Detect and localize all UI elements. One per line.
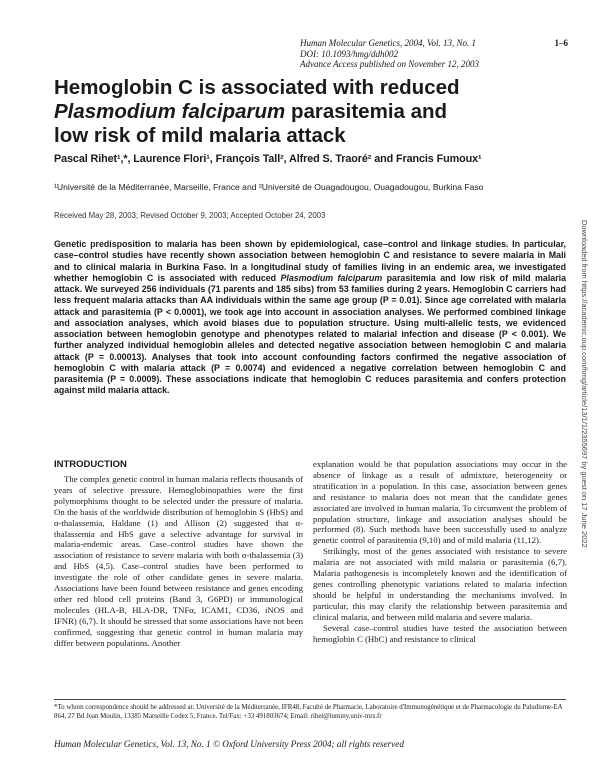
text-column-right (313, 459, 567, 644)
journal-header (300, 38, 568, 70)
footnote-divider (54, 699, 566, 700)
journal-citation: Human Molecular Genetics, 2004, Vol. 13, No. 1 (300, 38, 476, 48)
author-list: Pascal Rihet¹,*, Laurence Flori¹, François Tall², Alfred S. Traoré² and Francis Fumoux¹ (54, 153, 482, 165)
title-line-3: low risk of mild malaria attack (54, 124, 346, 147)
abstract-species: Plasmodium falciparum (280, 272, 383, 283)
page-footer: Human Molecular Genetics, Vol. 13, No. 1 © Oxford University Press 2004; all rights reserved (54, 739, 404, 749)
intro-paragraph: The complex genetic control in human malaria reflects thousands of years of selective pressure. Hemoglobinopathies were the first polymorphisms thought to be selected under the pressure of malaria. On the basis of the worldwide distribution of hemoglobin S (HbS) and α-thalassemia, Haldane (1) and Allison (2) suggested that α-thalassemia and HbS gave a selective advantage for survival in malaria-endemic areas. Case–control studies have shown the association of resistance to severe malaria with both α-thalassemia (3) and HbS (4,5). Case–control studies have been performed to investigate the role of other candidate genes in severe malaria. Associations have been found between resistance and genes encoding other red blood cell proteins (Band 3, G6PD) or immunological molecules (HLA-B, HLA-DR, TNFα, ICAM1, CD36, iNOS and IFNR) (6,7). It should be stressed that some associations have not been confirmed, suggesting that genetic control in human malaria may differ between populations. Another (54, 474, 303, 648)
text-column-left (54, 474, 303, 649)
title-line-2-rest: parasitemia and (285, 100, 448, 123)
section-heading-introduction: INTRODUCTION (54, 459, 127, 470)
title-line-1: Hemoglobin C is associated with reduced (54, 76, 460, 99)
abstract-part-2: parasitemia and low risk of mild malaria attack. We surveyed 256 individuals (71 parents and 185 sibs) from 53 families during 2 years. Hemoglobin C carriers had less frequent malaria attacks than AA individuals within the same age group (P = 0.01). Since age correlated with malaria attack and parasitemia (P < 0.0001), we took age into account in association analyses. We performed combined linkage and association analyses, which avoid biases due to population structure. Using multi-allelic tests, we evidenced association between hemoglobin genotype and phenotypes related to malarial infection and disease (P < 0.001). We further analyzed individual hemoglobin alleles and detected negative association between hemoglobin C and malaria attack (P = 0.00013). Analyses that took into account confounding factors confirmed the negative association of hemoglobin C with malaria attack (P = 0.0074) and evidenced a negative correlation between hemoglobin C and parasitemia (P = 0.0009). These associations indicate that hemoglobin C reduces parasitemia and confers protection against mild malaria attack. (54, 272, 567, 396)
page-range: 1–6 (554, 38, 568, 48)
abstract-part-1: Genetic predisposition to malaria has been shown by epidemiological, case–control and linkage studies. In particular, case–control studies have recently shown association between hemoglobin C and resistance to severe malaria in Mali and to clinical malaria in Burkina Faso. In a longitudinal study of families living in an endemic area, we investigated whether hemoglobin C is associated with reduced (54, 239, 566, 283)
intro-paragraph: explanation would be that population associations may occur in the absence of linkage as a result of admixture, heterogeneity or stratification in a population. In this case, association between genes and resistance to malaria does not mean that the candidate genes associated are involved in human malaria. To circumvent the problem of population structure, linkage and association analyses should be performed (8). Such methods have been successfully used to analyze genetic control of parasitemia (9,10) and of mild malaria (11,12). (313, 459, 567, 546)
correspondence-footnote: *To whom correspondence should be addressed at: Université de la Méditerranée, IFR48, Faculté de Pharmacie, Laboratoire d'Immunogénétique et de Pharmacologie du Paludisme-EA 864, 27 Bd Jean Moulin, 13385 Marseille Cedex 5, France. Tel/Fax: +33 491803674; Email: rihet@luminy.univ-mrs.fr (54, 704, 563, 720)
article-title (54, 76, 554, 148)
intro-paragraph: Strikingly, most of the genes associated with resistance to severe malaria are not associated with mild malaria or parasitemia (6,7). Malaria pathogenesis is incompletely known and the identification of genes controlling phenotypic variations related to malaria infection should be helpful in understanding the mechanisms involved. In particular, this may clarify the relationship between parasitemia and clinical malaria, and between mild malaria and severe malaria. (313, 546, 567, 622)
title-species: Plasmodium falciparum (54, 100, 286, 123)
title-line-2 (54, 100, 554, 124)
received-dates: Received May 28, 2003; Revised October 9, 2003; Accepted October 24, 2003 (54, 211, 326, 220)
advance-access-line: Advance Access published on November 12, 2003 (300, 59, 480, 70)
download-watermark (578, 220, 590, 660)
intro-paragraph: Several case–control studies have tested the association between hemoglobin C (HbC) and resistance to clinical (313, 622, 567, 644)
abstract (54, 239, 566, 397)
doi-line: DOI: 10.1093/hmg/ddh002 (300, 48, 398, 59)
affiliations: ¹Université de la Méditerranée, Marseille, France and ²Université de Ouagadougou, Ouagadougou, Burkina Faso (54, 182, 484, 192)
download-watermark-text: Downloaded from https://academic.oup.com/hmg/article/13/1/1/2355697 by guest on 17 June 2022 (580, 220, 589, 548)
